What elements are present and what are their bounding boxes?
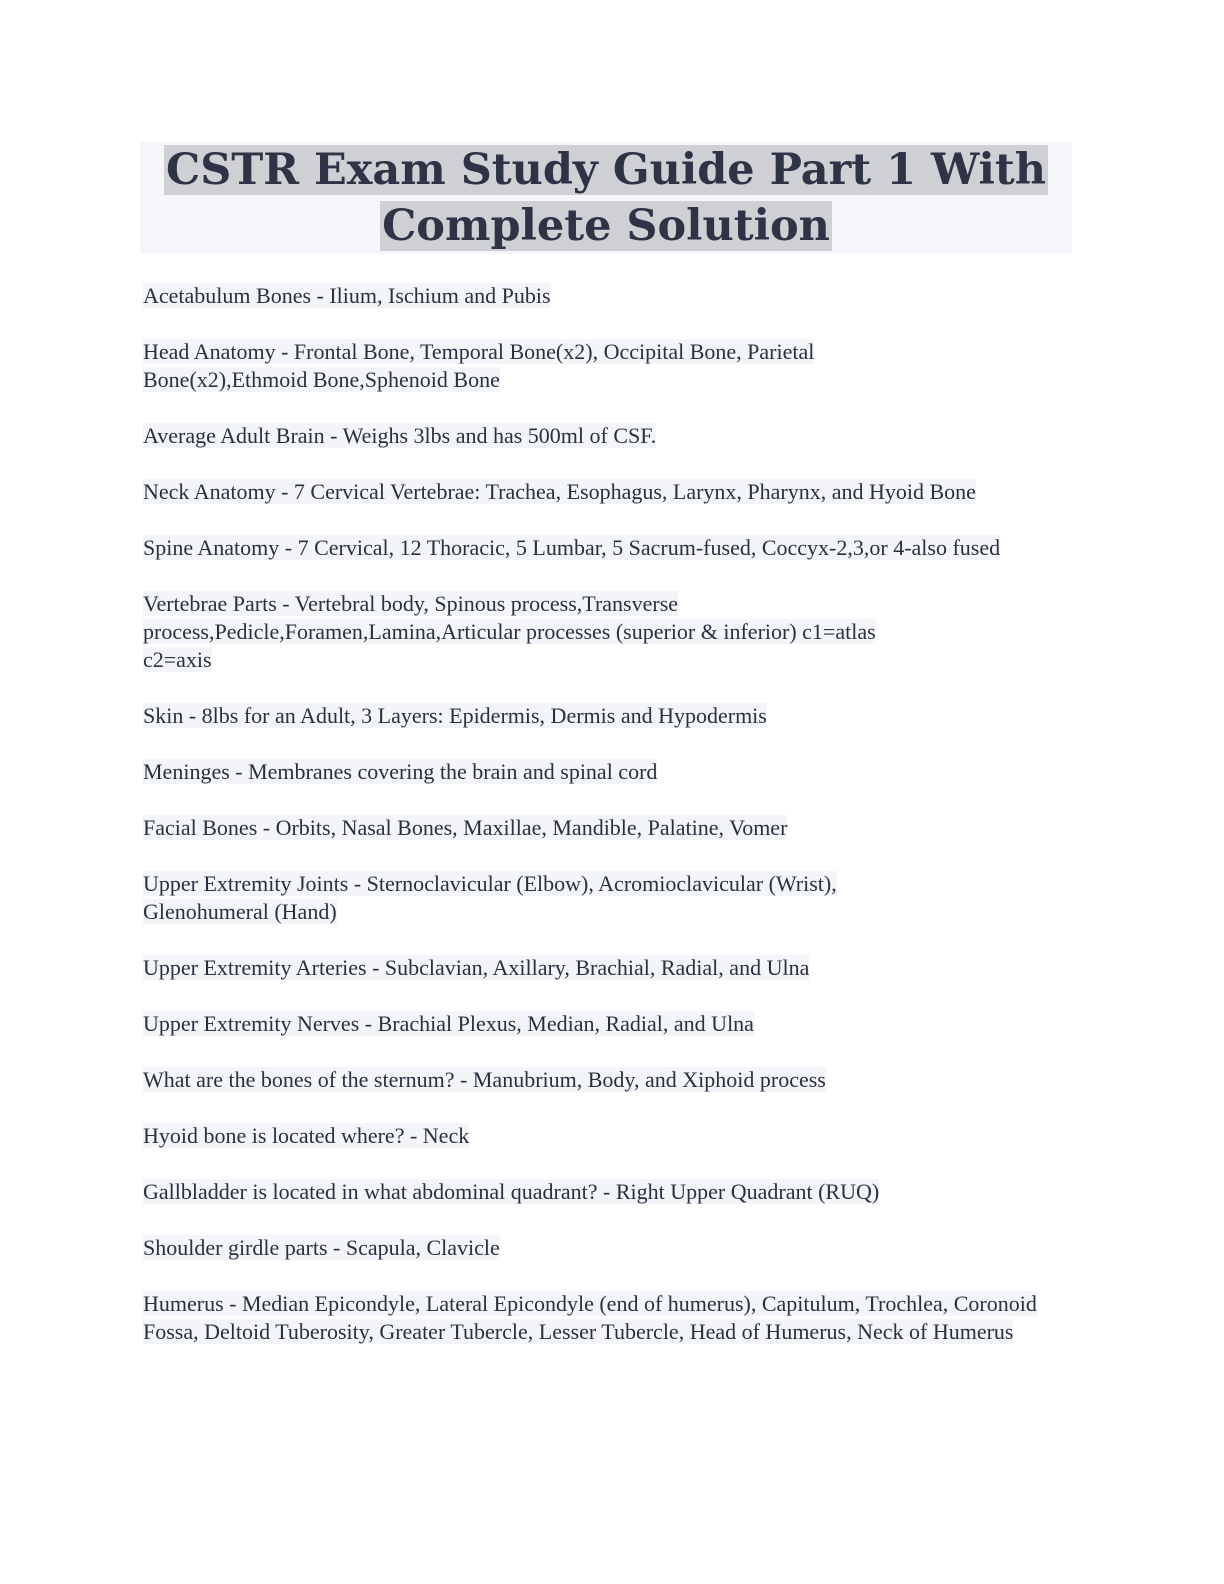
- study-entries: [143, 282, 1063, 1374]
- entry-facial-bones: Facial Bones - Orbits, Nasal Bones, Maxillae, Mandible, Palatine, Vomer: [143, 815, 788, 840]
- entry-vertebrae-parts: Vertebrae Parts - Vertebral body, Spinous process,Transverse process,Pedicle,Foramen,Lamina,Articular processes (superior & inferior) c1=atlas c2=axis: [143, 591, 876, 672]
- title-line-2: Complete Solution: [382, 201, 830, 251]
- entry-sternum: What are the bones of the sternum? - Manubrium, Body, and Xiphoid process: [143, 1067, 826, 1092]
- document-title: [140, 142, 1072, 254]
- entry-neck-anatomy: Neck Anatomy - 7 Cervical Vertebrae: Trachea, Esophagus, Larynx, Pharynx, and Hyoid Bone: [143, 479, 976, 504]
- entry-hyoid-bone: Hyoid bone is located where? - Neck: [143, 1123, 470, 1148]
- entry-upper-extremity-nerves: Upper Extremity Nerves - Brachial Plexus, Median, Radial, and Ulna: [143, 1011, 754, 1036]
- entry-spine-anatomy: Spine Anatomy - 7 Cervical, 12 Thoracic, 5 Lumbar, 5 Sacrum-fused, Coccyx-2,3,or 4-also fused: [143, 535, 1001, 560]
- entry-acetabulum: Acetabulum Bones - Ilium, Ischium and Pubis: [143, 283, 551, 308]
- entry-upper-extremity-joints: Upper Extremity Joints - Sternoclavicular (Elbow), Acromioclavicular (Wrist), Glenohumeral (Hand): [143, 871, 837, 924]
- entry-head-anatomy: Head Anatomy - Frontal Bone, Temporal Bone(x2), Occipital Bone, Parietal Bone(x2),Ethmoid Bone,Sphenoid Bone: [143, 339, 815, 392]
- entry-humerus: Humerus - Median Epicondyle, Lateral Epicondyle (end of humerus), Capitulum, Trochlea, Coronoid Fossa, Deltoid Tuberosity, Greater Tubercle, Lesser Tubercle, Head of Humerus, Neck of Humerus: [143, 1291, 1037, 1344]
- title-line-1: CSTR Exam Study Guide Part 1 With: [165, 145, 1047, 195]
- entry-skin: Skin - 8lbs for an Adult, 3 Layers: Epidermis, Dermis and Hypodermis: [143, 703, 767, 728]
- entry-adult-brain: Average Adult Brain - Weighs 3lbs and has 500ml of CSF.: [143, 423, 657, 448]
- entry-meninges: Meninges - Membranes covering the brain and spinal cord: [143, 759, 658, 784]
- entry-shoulder-girdle: Shoulder girdle parts - Scapula, Clavicle: [143, 1235, 500, 1260]
- entry-upper-extremity-arteries: Upper Extremity Arteries - Subclavian, Axillary, Brachial, Radial, and Ulna: [143, 955, 810, 980]
- entry-gallbladder: Gallbladder is located in what abdominal quadrant? - Right Upper Quadrant (RUQ): [143, 1179, 880, 1204]
